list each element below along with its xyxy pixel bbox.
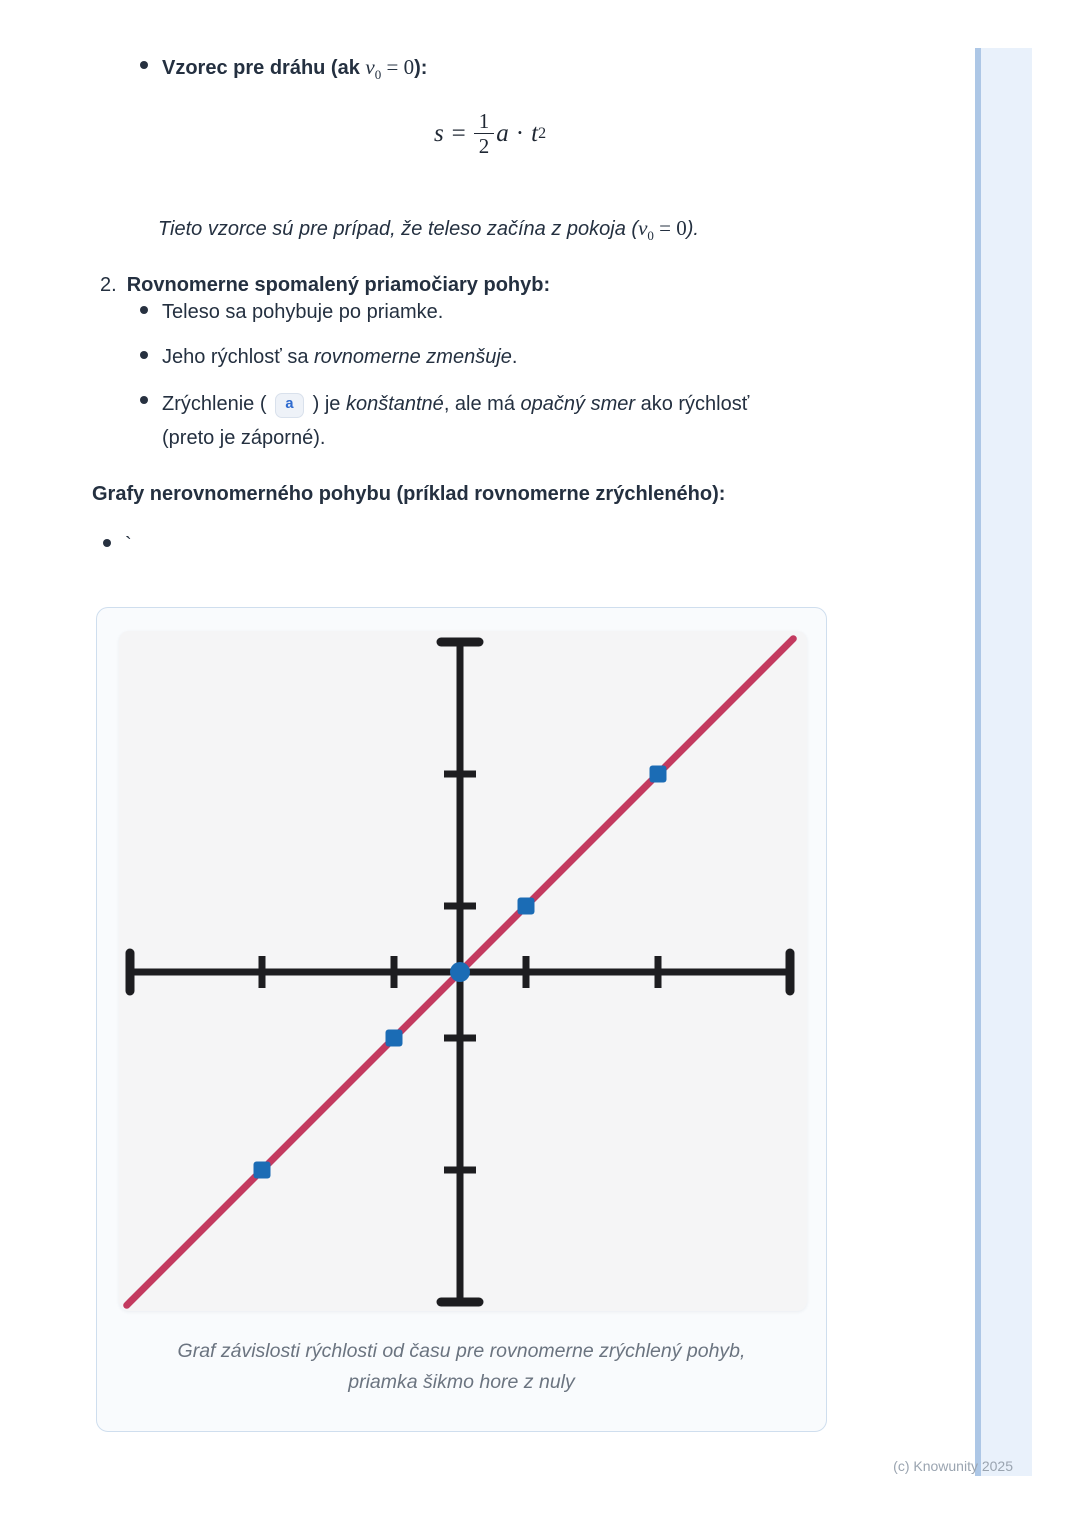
backtick-text: ` — [125, 534, 132, 556]
math-v0: $v_0 = 0$ — [638, 216, 687, 244]
formula-note: Tieto vzorce sú pre prípad, že teleso začína z pokoja $(v_0 = 0)$. — [158, 216, 699, 244]
fraction-one-half: $\frac{1}{2}$ — [474, 110, 495, 157]
formula-heading-item — [140, 52, 427, 90]
graph-caption: Graf závislosti rýchlosti od času pre rovnomerne zrýchlený pohyb, priamka šikmo hore z nuly — [177, 1340, 746, 1393]
page-edge-strip — [975, 48, 1032, 1476]
inline-code-a: a — [275, 393, 304, 418]
list-item — [140, 297, 443, 327]
formula-equals: = — [451, 119, 466, 147]
list-item — [140, 342, 517, 372]
list-number: 2. — [100, 274, 117, 296]
formula-heading-text: Vzorec pre dráhu (ak $v_0 = 0$): — [162, 55, 428, 83]
list-item-backtick — [103, 530, 132, 560]
bullet-text: Jeho rýchlosť sa rovnomerne zmenšuje. — [162, 346, 518, 368]
distance-formula: s = $\frac{1}{2}$ a · t 2 — [433, 109, 547, 158]
multiplication-dot: · — [515, 119, 525, 147]
formula-lhs: s — [433, 119, 444, 147]
math-v0: $v_0 = 0$ — [365, 55, 415, 83]
bullet-icon — [103, 539, 111, 547]
list-item-2 — [100, 270, 550, 300]
copyright-footer: (c) Knowunity 2025 — [893, 1458, 1013, 1474]
formula-t: t — [531, 119, 539, 147]
bullet-icon — [140, 396, 148, 404]
graph-card — [96, 607, 827, 1432]
graph-panel — [119, 631, 807, 1311]
list-item — [140, 387, 800, 455]
bullet-text: Zrýchlenie ( a ) je konštantné, ale má opačný smer ako rýchlosť (preto je záporné). — [162, 393, 750, 449]
bullet-text: Teleso sa pohybuje po priamke. — [162, 301, 444, 323]
formula-heading-bold: Vzorec pre dráhu (ak — [162, 57, 366, 79]
bullet-icon — [140, 61, 148, 69]
list-item-2-title: Rovnomerne spomalený priamočiary pohyb: — [126, 274, 551, 296]
section-heading: Grafy nerovnomerného pohybu (príklad rovnomerne zrýchleného): — [92, 483, 726, 505]
velocity-time-graph — [119, 631, 807, 1311]
bullet-icon — [140, 351, 148, 359]
bullet-icon — [140, 306, 148, 314]
formula-a: a — [496, 119, 509, 147]
